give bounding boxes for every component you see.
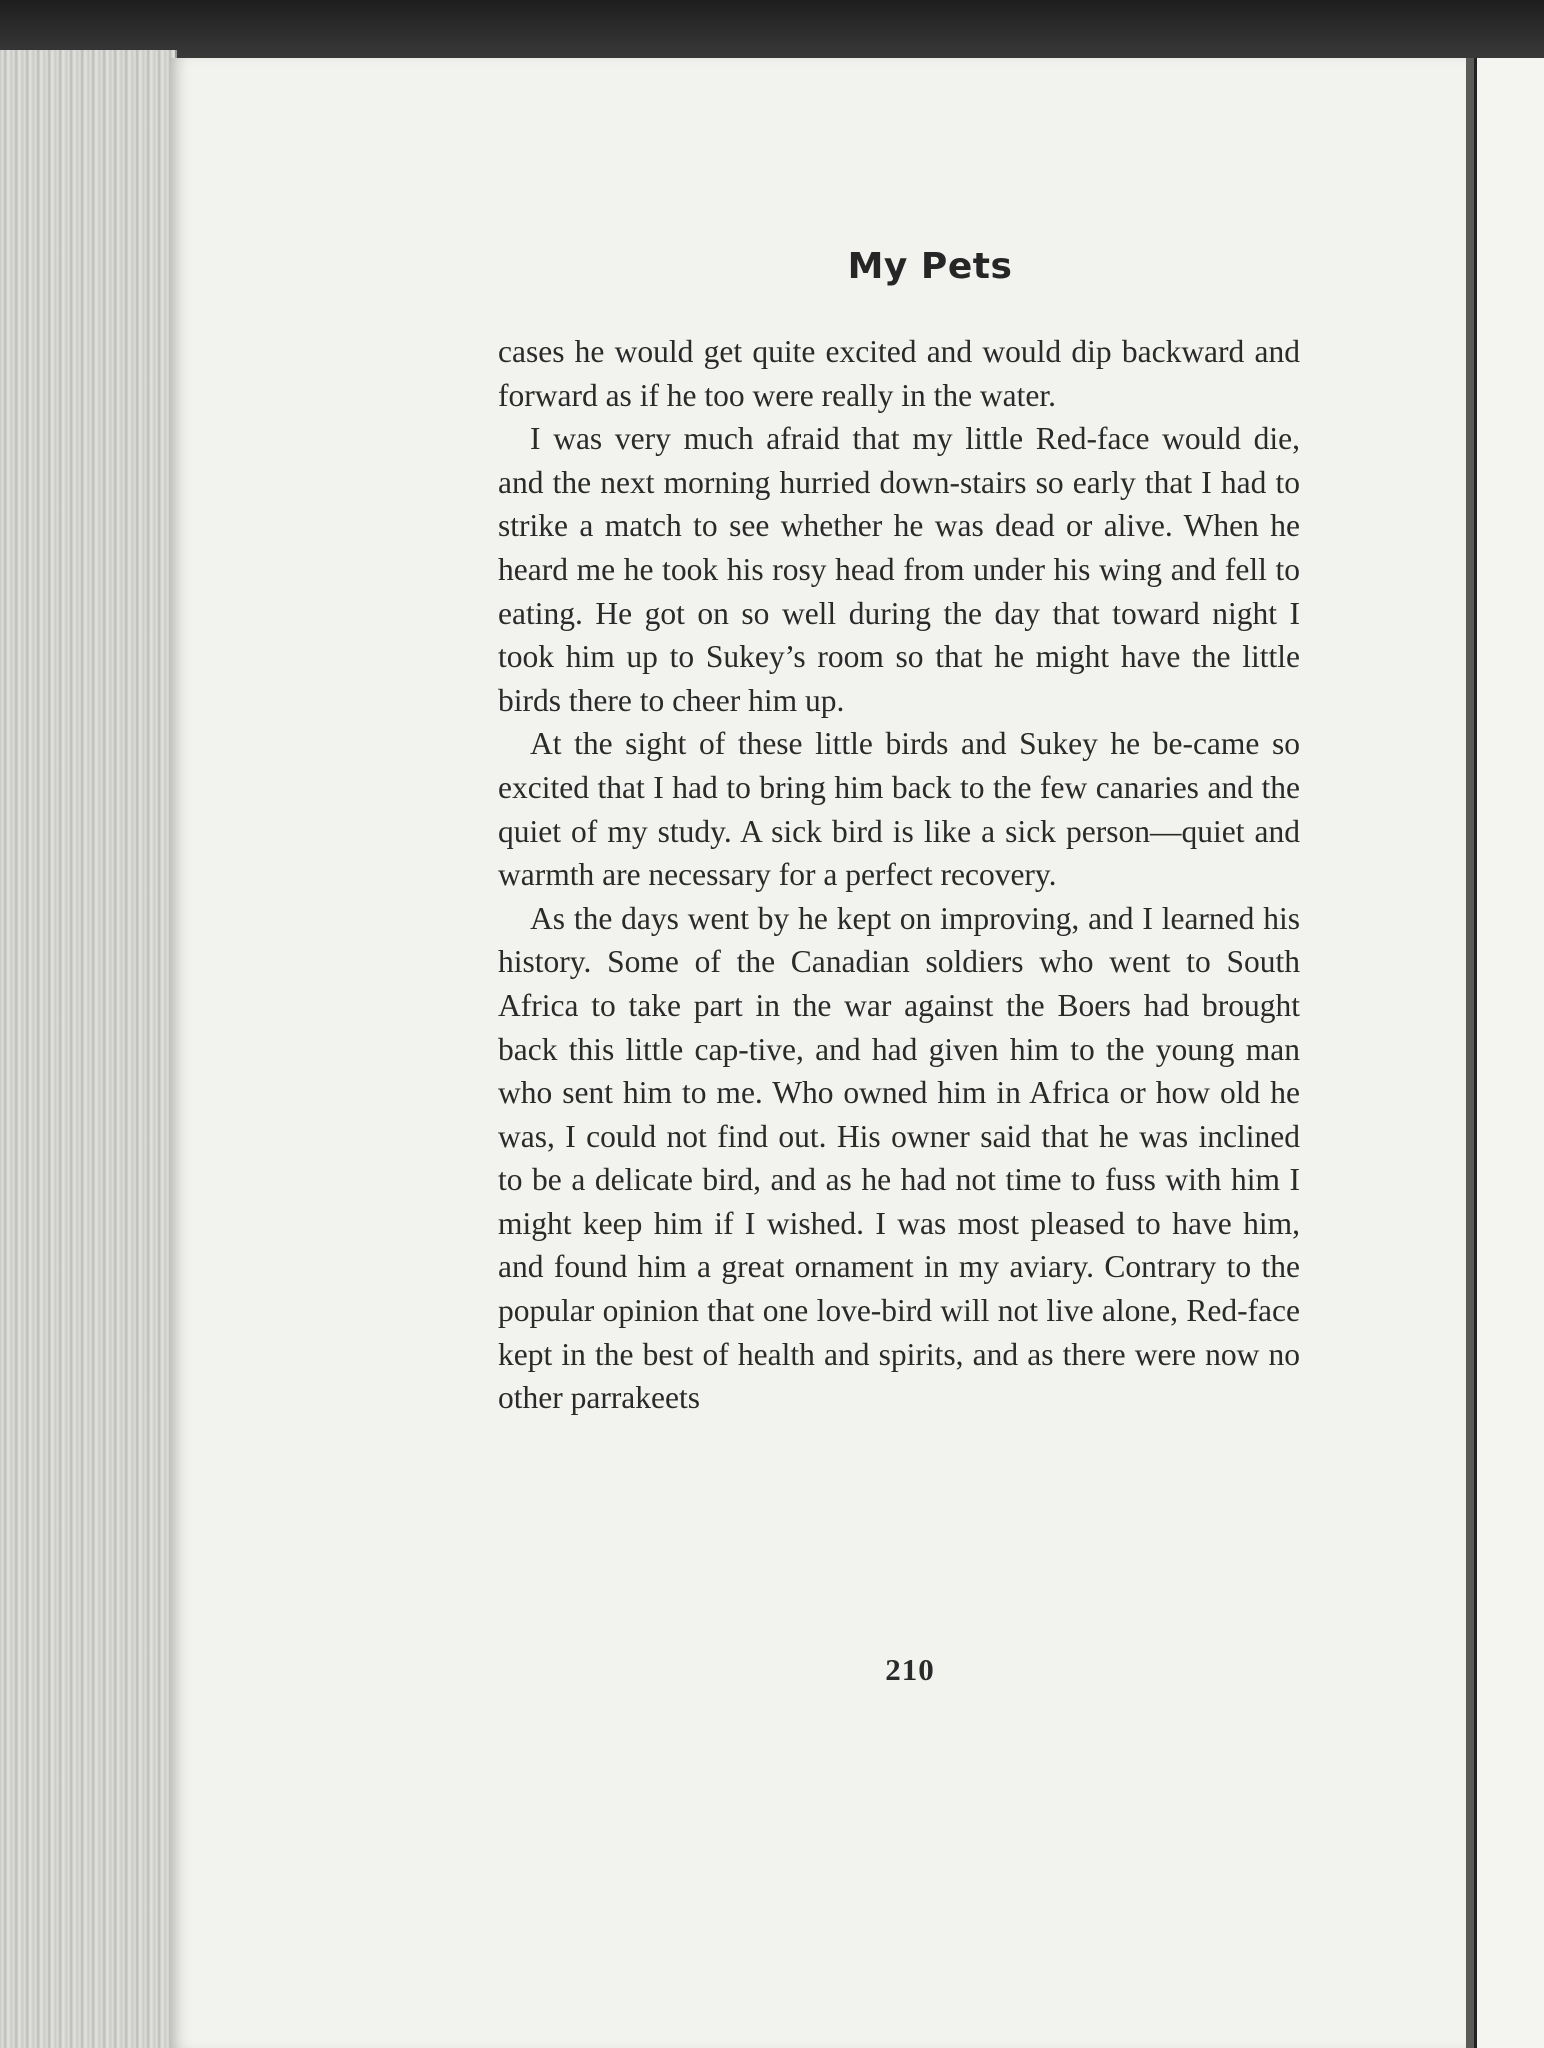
paragraph-1: cases he would get quite excited and would dip backward and forward as if he too were really in the water.	[498, 334, 1300, 413]
paragraph-4: As the days went by he kept on improving, and I learned his history. Some of the Canadian soldiers who went to South Africa to take part in the war against the Boers had brought back this little cap-tive, and had given him to the young man who sent him to me. Who owned him in Africa or how old he was, I could not find out. His owner said that he was inclined to be a delicate bird, and as he had not time to fuss with him I might keep him if I wished. I was most pleased to have him, and found him a great ornament in my aviary. Contrary to the popular opinion that one love-bird will not live alone, Red-face kept in the best of health and spirits, and as there were now no other parrakeets	[498, 900, 1300, 1416]
scan-top-shadow	[0, 0, 1544, 60]
running-head: My Pets	[847, 246, 1013, 287]
paragraph-2: I was very much afraid that my little Red-face would die, and the next morning hurried down-stairs so early that I had to strike a match to see whether he was dead or alive. When he heard me he took his rosy head from under his wing and fell to eating. He got on so well during the day that toward night I took him up to Sukey’s room so that he might have the little birds there to cheer him up.	[498, 421, 1300, 718]
body-text	[498, 330, 1300, 1420]
page-number: 210	[885, 1652, 935, 1687]
paragraph-3: At the sight of these little birds and Sukey he be-came so excited that I had to bring him back to the few canaries and the quiet of my study. A sick bird is like a sick person—quiet and warmth are necessary for a perfect recovery.	[498, 726, 1300, 893]
book-page-stack	[0, 50, 177, 2048]
page-gutter	[1466, 58, 1474, 2048]
facing-page-edge	[1474, 58, 1544, 2048]
